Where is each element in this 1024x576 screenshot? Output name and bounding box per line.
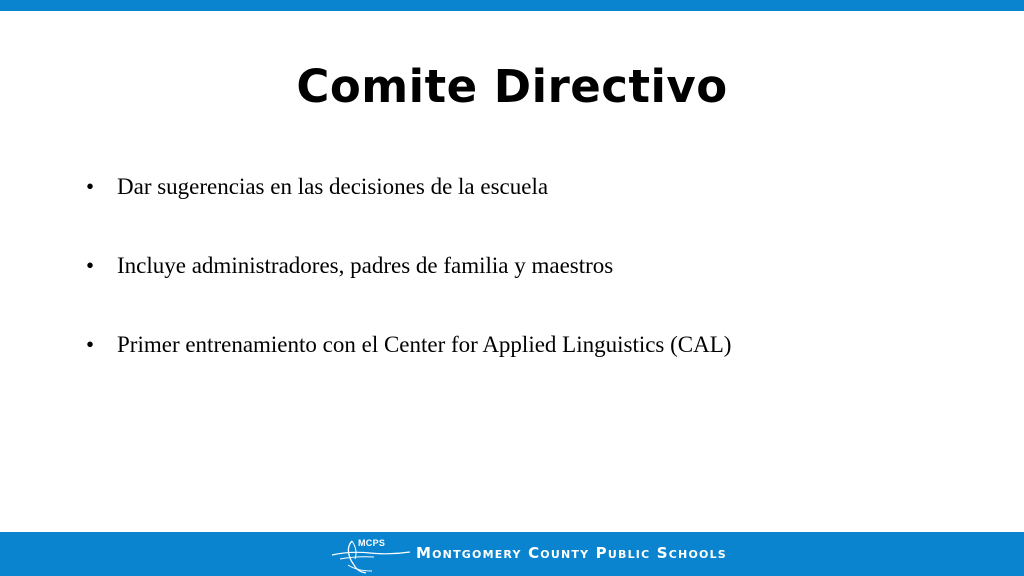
- slide-title: Comite Directivo: [296, 60, 728, 113]
- bullet-item: [86, 168, 731, 206]
- bullet-text: Primer entrenamiento con el Center for Applied Linguistics (CAL): [117, 332, 732, 357]
- bullet-item: [86, 247, 731, 285]
- bullet-marker: •: [86, 253, 95, 278]
- bullet-marker: •: [86, 332, 95, 357]
- footer-bar: [0, 532, 1024, 576]
- bullet-item: [86, 326, 731, 364]
- logo-label: MCPS: [358, 538, 386, 548]
- organization-name: Montgomery County Public Schools: [416, 544, 727, 562]
- bullet-marker: •: [86, 174, 95, 199]
- top-accent-bar: [0, 0, 1024, 11]
- bullet-list: [86, 168, 731, 405]
- bullet-text: Incluye administradores, padres de familia y maestros: [117, 253, 614, 278]
- bullet-text: Dar sugerencias en las decisiones de la escuela: [117, 174, 549, 199]
